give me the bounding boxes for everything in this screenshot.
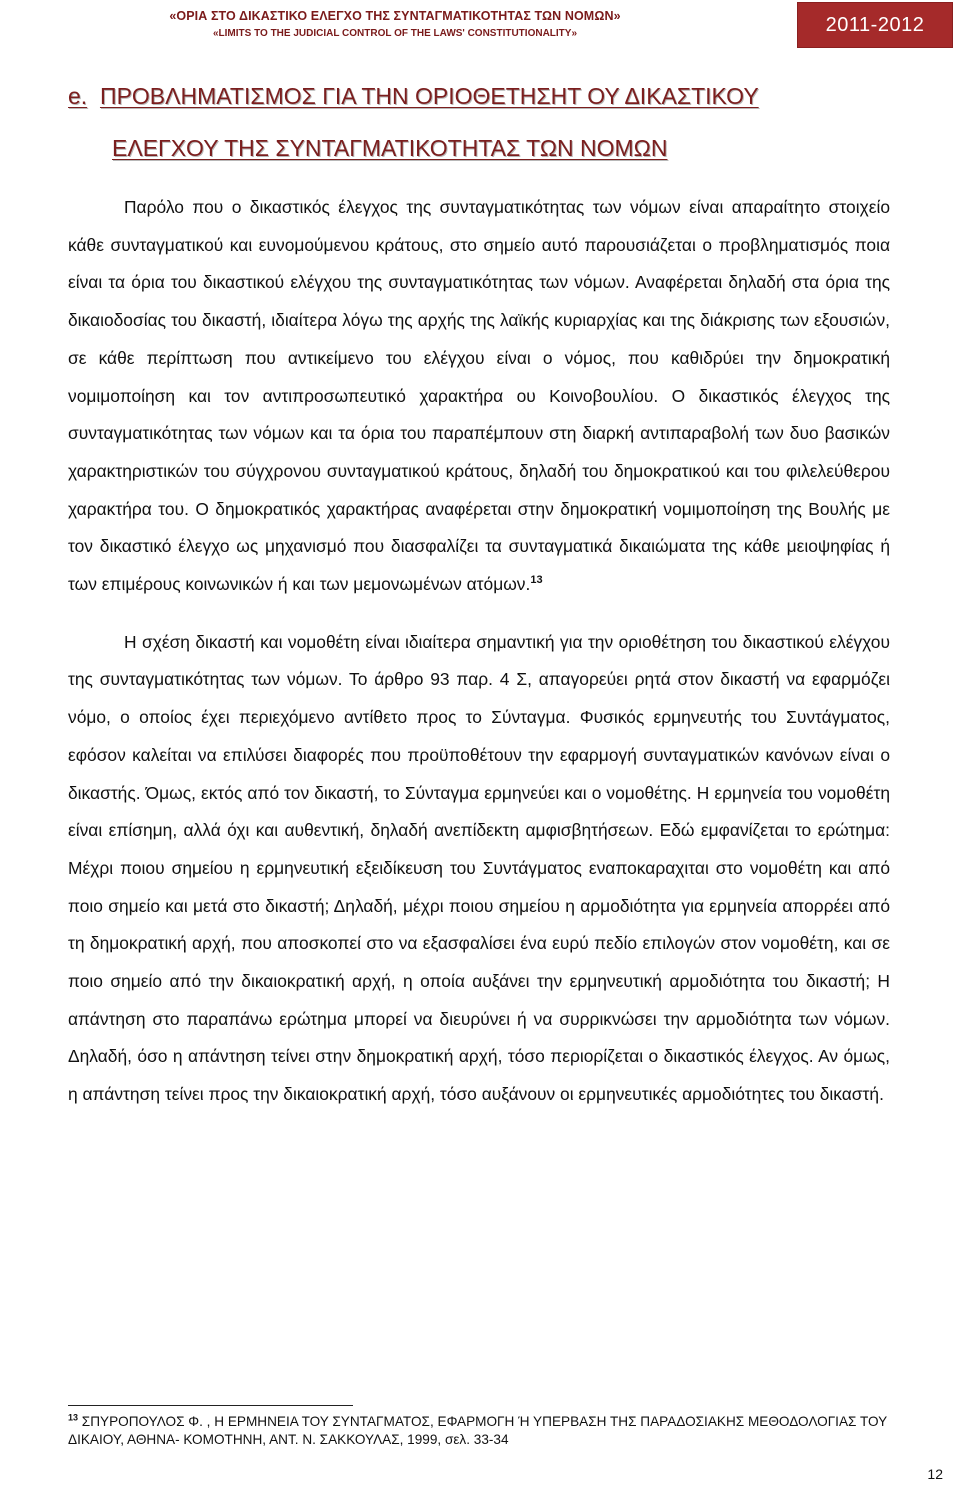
footnote-text: ΣΠΥΡΟΠΟΥΛΟΣ Φ. , Η ΕΡΜΗΝΕΙΑ ΤΟΥ ΣΥΝΤΑΓΜΑΤΟΣ, ΕΦΑΡΜΟΓΗ Ή ΥΠΕΡΒΑΣΗ ΤΗΣ ΠΑΡΑΔΟΣΙΑΚΗΣ ΜΕΘΟΔΟΛΟΓΙΑΣ ΤΟΥ ΔΙΚΑΙΟΥ, ΑΘΗΝΑ- ΚΟΜΟΤΗΝΗ, ΑΝΤ. Ν. ΣΑΚΚΟΥΛΑΣ, 1999, σελ. 33-34 [68, 1414, 887, 1447]
section-heading [68, 70, 928, 174]
section-heading-line2: ΕΛΕΓΧΟΥ ΤΗΣ ΣΥΝΤΑΓΜΑΤΙΚΟΤΗΤΑΣ ΤΩΝ ΝΟΜΩΝ [112, 135, 668, 161]
paragraph-2: Η σχέση δικαστή και νομοθέτη είναι ιδιαίτερα σημαντική για την οριοθέτηση του δικαστικού ελέγχου της συνταγματικότητας των νόμων. Το άρθρο 93 παρ. 4 Σ, απαγορεύει ρητά στον δικαστή να εφαρμόζει νόμο, ο οποίος έχει περιεχόμενο αντίθετο προς το Σύνταγμα. Φυσικός ερμηνευτής του Συντάγματος, εφόσον καλείται να επιλύσει διαφορές που προϋποθέτουν την εφαρμογή συνταγματικών κανόνων είναι ο δικαστής. Όμως, εκτός από τον δικαστή, το Σύνταγμα ερμηνεύει και ο νομοθέτης. Η ερμηνεία του νομοθέτη είναι επίσημη, αλλά όχι και αυθεντική, δηλαδή ανεπίδεκτη αμφισβητήσεων. Εδώ εμφανίζεται το ερώτημα: Μέχρι ποιου σημείου η ερμηνευτική εξειδίκευση του Συντάγματος εναποκαραχιται στο νομοθέτη και από ποιο σημείο και μετά στο δικαστή; Δηλαδή, μέχρι ποιου σημείου η αρμοδιότητα για ερμηνεία απορρέει από τη δημοκρατική αρχή, που αποσκοπεί στο να εξασφαλίσει ένα ευρύ πεδίο επιλογών στον νομοθέτη, και σε ποιο σημείο από την δικαιοκρατική αρχή, η οποία αυξάνει την ερμηνευτική αρμοδιότητα του δικαστή; Η απάντηση στο παραπάνω ερώτημα μπορεί να διευρύνει ή να συρρικνώσει την αρμοδιότητα των νόμων. Δηλαδή, όσο η απάντηση τείνει στην δημοκρατική αρχή, τόσο περιορίζεται ο δικαστικός έλεγχος. Αν όμως, η απάντηση τείνει προς την δικαιοκρατική αρχή, τόσο αυξάνουν οι ερμηνευτικές αρμοδιότητες του δικαστή. [68, 631, 890, 1105]
header-titles [0, 7, 790, 43]
body-text [68, 189, 890, 1114]
header-title-greek: «ΟΡΙΑ ΣΤΟ ΔΙΚΑΣΤΙΚΟ ΕΛΕΓΧΟ ΤΗΣ ΣΥΝΤΑΓΜΑΤΙΚΟΤΗΤΑΣ ΤΩΝ ΝΟΜΩΝ» [169, 9, 621, 23]
header-title-english: «LIMITS TO THE JUDICIAL CONTROL OF THE LAWS' CONSTITUTIONALITY» [212, 28, 578, 39]
page-number: 12 [927, 1466, 943, 1482]
footnote [68, 1413, 908, 1449]
year-badge: 2011-2012 [797, 2, 953, 48]
page-header [0, 0, 960, 50]
paragraph-1-text: Παρόλο που ο δικαστικός έλεγχος της συνταγματικότητας των νόμων είναι απαραίτητο στοιχείο κάθε συνταγματικού και ευνομούμενου κράτους, στο σημείο αυτό παρουσιάζεται ο προβληματισμός ποια είναι τα όρια του δικαστικού ελέγχου της συνταγματικότητας των νόμων. Αναφέρεται δηλαδή στα όρια της δικαιοδοσίας του δικαστή, ιδιαίτερα λόγω της αρχής της λαϊκής κυριαρχίας και της διάκρισης των εξουσιών, σε κάθε περίπτωση που αντικείμενο του ελέγχου είναι ο νόμος, που καθιδρύει την δημοκρατική νομιμοποίηση και τον αντιπροσωπευτικό χαρακτήρα ου Κοινοβουλίου. Ο δικαστικός έλεγχος της συνταγματικότητας των νόμων και τα όρια του παραπέμπουν στη διαρκή αντιπαραβολή των δυο βασικών χαρακτηριστικών του σύγχρονου συνταγματικού κράτους, δηλαδή του δημοκρατικού και του φιλελεύθερου χαρακτήρα του. Ο δημοκρατικός χαρακτήρας αναφέρεται στην δημοκρατική νομιμοποίηση της Βουλής με τον δικαστικό έλεγχο ως μηχανισμό που διασφαλίζει τα συνταγματικά δικαιώματα της κάθε μειοψηφίας ή των επιμέρους κοινωνικών ή και των μεμονωμένων ατόμων. [68, 197, 890, 595]
paragraph-1 [68, 189, 890, 604]
section-heading-line1: ΠΡΟΒΛΗΜΑΤΙΣΜΟΣ ΓΙΑ ΤΗΝ ΟΡΙΟΘΕΤΗΣΗΤ ΟΥ ΔΙΚΑΣΤΙΚΟΥ [99, 83, 759, 109]
footnote-reference[interactable]: 13 [530, 574, 543, 587]
footnote-separator [68, 1405, 353, 1406]
section-marker: e. [68, 83, 88, 109]
footnote-number: 13 [68, 1412, 79, 1423]
